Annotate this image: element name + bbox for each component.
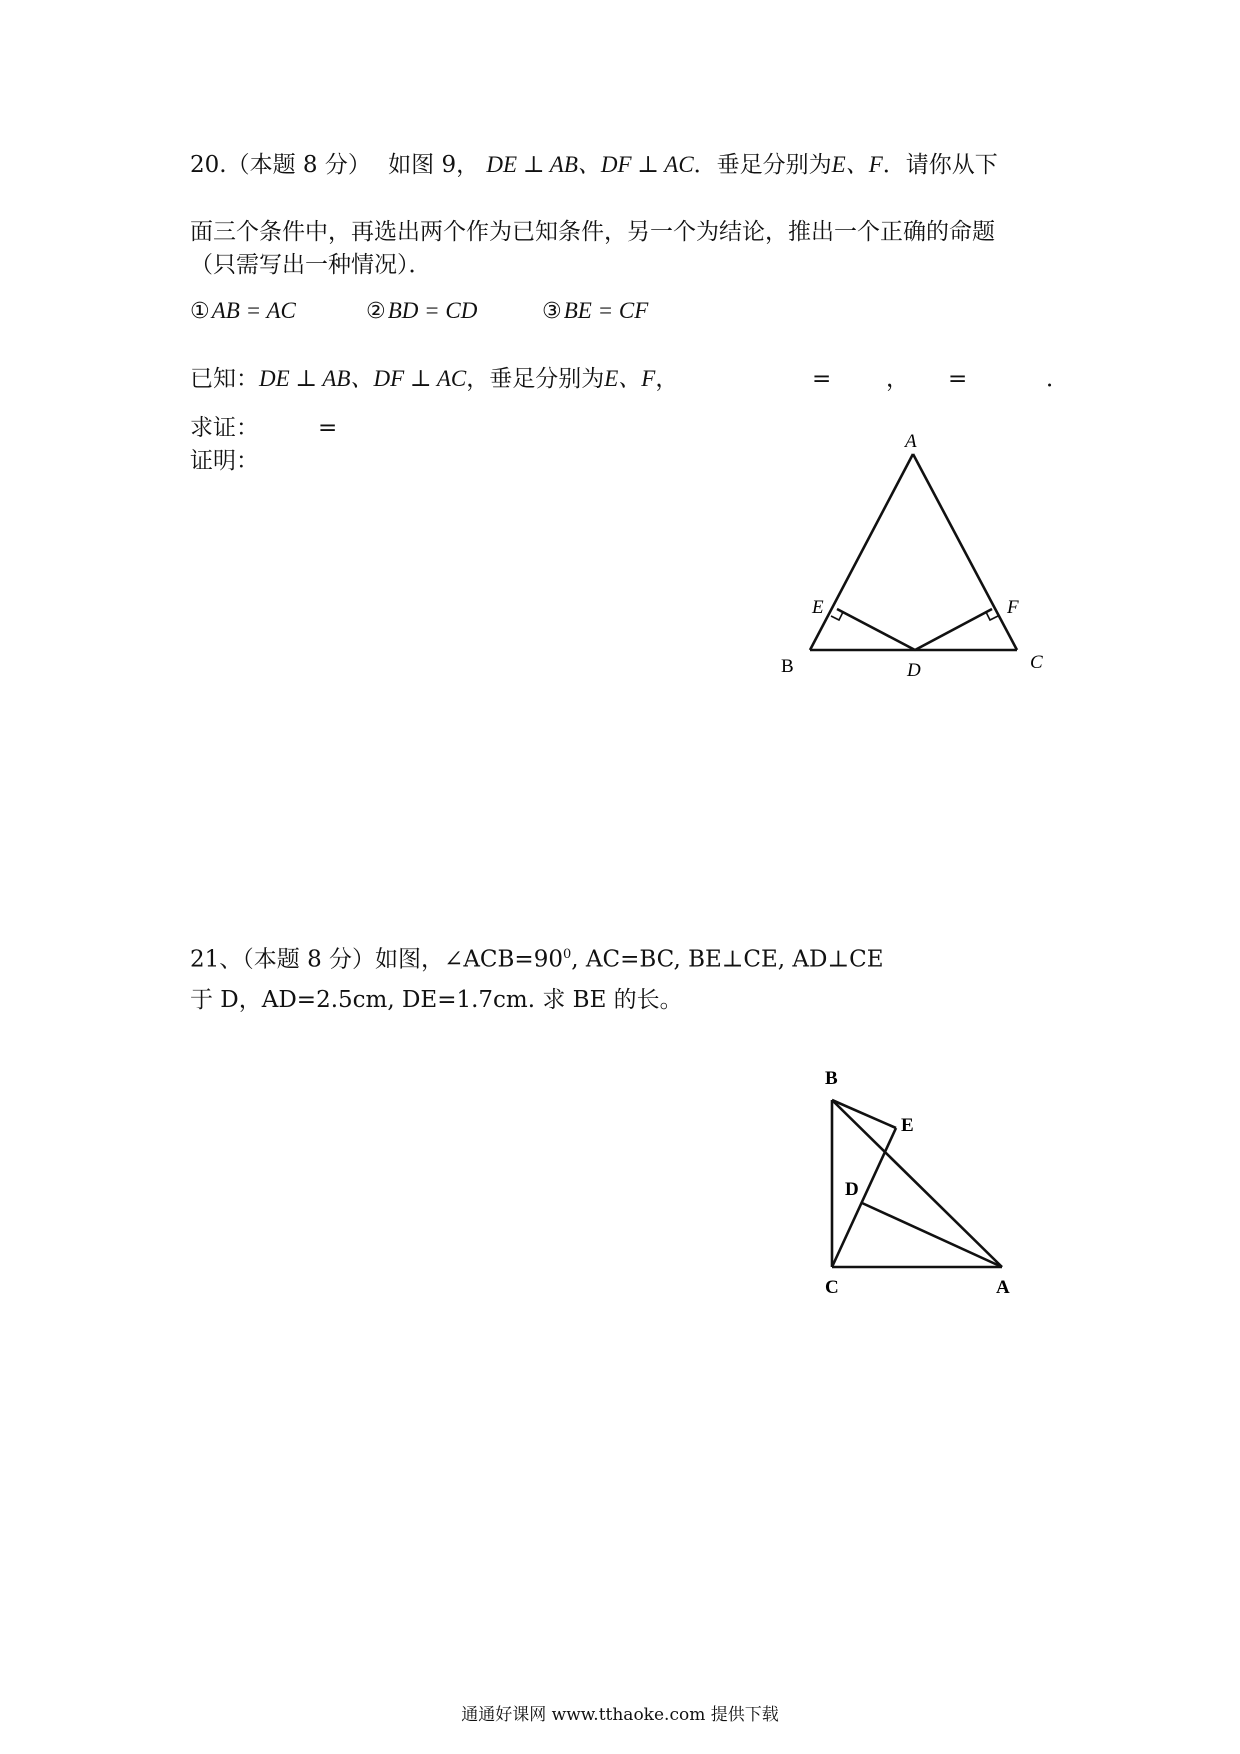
q20-known-math2: E、F [604,366,656,391]
q21-line-1 [190,940,883,975]
q20-foot: ．垂足分别为 [693,152,832,178]
q20-option-1 [190,296,296,327]
q20-known-line [190,364,678,394]
q20-prove-label: 求证： [190,415,259,441]
q20-line-3: （只需写出一种情况）． [190,252,432,278]
q20-foot-math: E、F [831,152,883,177]
q21-segment-be [832,1100,896,1128]
q20-line-2: 面三个条件中，再选出两个作为已知条件，另一个为结论，推出一个正确的命题 [190,219,995,245]
q20-number: 20. [190,152,227,178]
q20-option-3 [542,296,648,327]
q20-known-eq2: = [948,366,968,392]
q20-known-mid: ，垂足分别为 [466,366,605,392]
q21-points: （本题 8 分） [242,946,376,973]
q21-number: 21、 [190,946,243,973]
q21-label-d: D [845,1179,859,1200]
q21-label-a: A [996,1277,1010,1298]
q21-line1-a: 如图，∠ACB=90 [375,946,563,973]
q20-intro: 如图 9， [388,152,480,178]
q20-given-math: DE ⊥ AB、DF ⊥ AC [486,152,694,177]
q20-label-d: D [907,660,921,681]
q21-label-c: C [825,1277,839,1298]
q20-option-1-text: AB = AC [211,298,296,323]
q21-line1-sup: 0 [562,947,572,962]
q20-known-eq1: = [812,366,832,392]
q20-option-3-mark: ③ [542,299,562,324]
q20-prove-eq: = [318,415,338,441]
q20-label-e: E [812,597,824,618]
q20-right-angle-e [831,612,843,620]
footer-text: 通通好课网 www.tthaoke.com 提供下载 [461,1705,779,1725]
q20-option-1-mark: ① [190,299,210,324]
q20-known-comma: ， [655,366,679,392]
q20-known-period: ． [1046,366,1069,392]
q21-figure [810,1060,1030,1300]
q20-points: （本题 8 分） [226,152,371,178]
q21-label-b: B [825,1068,838,1089]
q20-known-sep: ， [886,366,909,392]
q21-segment-ad [862,1203,1002,1267]
q20-known-math: DE ⊥ AB、DF ⊥ AC [259,366,467,391]
q20-option-2 [366,296,477,327]
q21-line-2: 于 D，AD=2.5cm, DE=1.7cm. 求 BE 的长。 [190,987,683,1013]
q20-option-2-text: BD = CD [387,298,478,323]
q20-segment-de [837,609,915,650]
q21-label-e: E [901,1115,914,1136]
q20-segment-ac [913,454,1017,650]
q20-label-b: B [781,656,794,677]
q21-segment-ce [832,1128,896,1267]
q20-figure [770,425,1070,685]
q20-known-label: 已知： [190,366,259,392]
q20-label-a: A [905,431,917,452]
q20-option-2-mark: ② [366,299,386,324]
q21-line1-b: , AC=BC, BE⊥CE, AD⊥CE [571,946,884,973]
q20-segment-df [915,609,992,650]
q20-label-f: F [1007,597,1019,618]
q20-label-c: C [1030,652,1043,673]
q20-line-1 [190,150,998,180]
q20-proof-label: 证明： [190,448,259,474]
q20-line1-end: ．请你从下 [882,152,998,178]
q20-option-3-text: BE = CF [563,298,649,323]
